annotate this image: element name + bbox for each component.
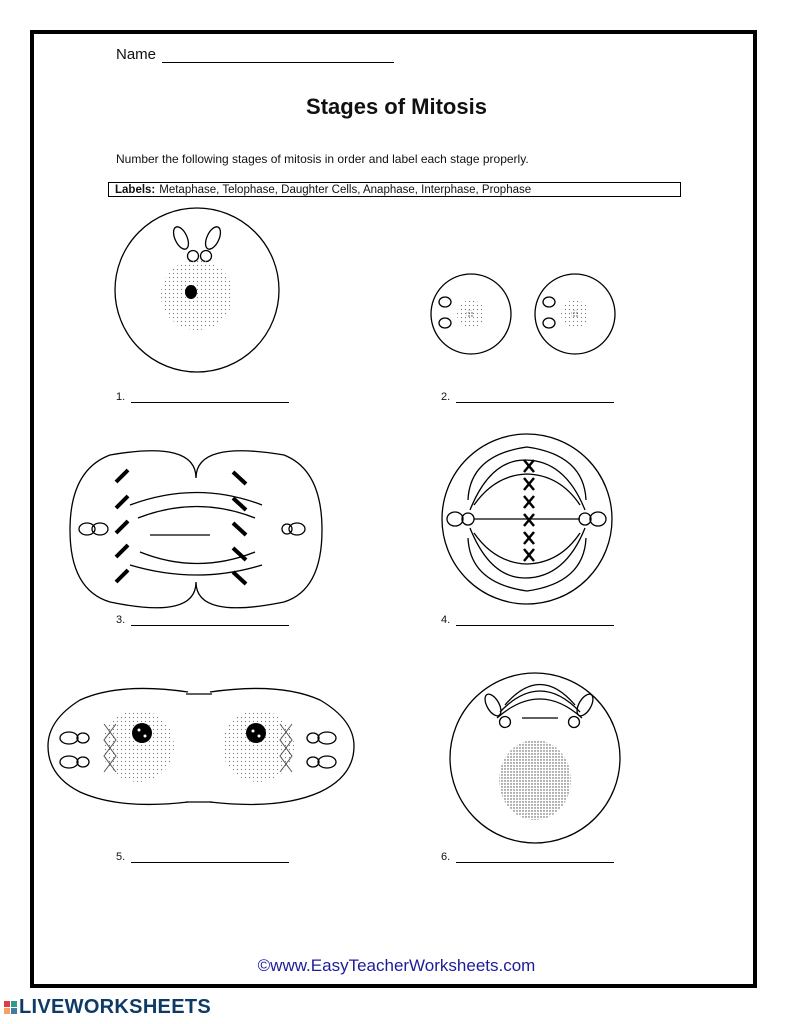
answer-number: 5. — [116, 851, 126, 863]
answer-number: 1. — [116, 391, 126, 403]
answer-line[interactable] — [131, 392, 289, 403]
answer-line[interactable] — [131, 615, 289, 626]
answer-number: 3. — [116, 614, 126, 626]
answer-number: 6. — [441, 851, 451, 863]
brand-squares-icon — [4, 1001, 17, 1014]
name-label: Name — [116, 46, 157, 63]
brand-text: LIVEWORKSHEETS — [19, 996, 211, 1018]
answer-line[interactable] — [456, 392, 614, 403]
answer-2[interactable] — [441, 391, 614, 403]
liveworksheets-logo[interactable] — [4, 996, 211, 1019]
instructions-text: Number the following stages of mitosis in order and label each stage properly. — [116, 152, 529, 166]
answer-1[interactable] — [116, 391, 289, 403]
cell-6-diagram — [450, 673, 620, 843]
answer-line[interactable] — [131, 852, 289, 863]
cell-4-diagram — [442, 434, 612, 604]
answer-line[interactable] — [456, 615, 614, 626]
footer-copyright: ©www.EasyTeacherWorksheets.com — [257, 956, 536, 975]
cell-3-diagram — [70, 451, 322, 608]
page-title: Stages of Mitosis — [306, 94, 487, 119]
answer-line[interactable] — [456, 852, 614, 863]
labels-list: Metaphase, Telophase, Daughter Cells, Anaphase, Interphase, Prophase — [159, 184, 532, 196]
cell-5-diagram — [48, 688, 354, 804]
cell-2-diagram — [431, 274, 615, 354]
labels-heading: Labels: — [115, 184, 156, 196]
answer-number: 2. — [441, 391, 451, 403]
answer-4[interactable] — [441, 614, 614, 626]
answer-6[interactable] — [441, 851, 614, 863]
cell-1-diagram — [115, 208, 279, 372]
answer-3[interactable] — [116, 614, 289, 626]
answer-number: 4. — [441, 614, 451, 626]
answer-5[interactable] — [116, 851, 289, 863]
